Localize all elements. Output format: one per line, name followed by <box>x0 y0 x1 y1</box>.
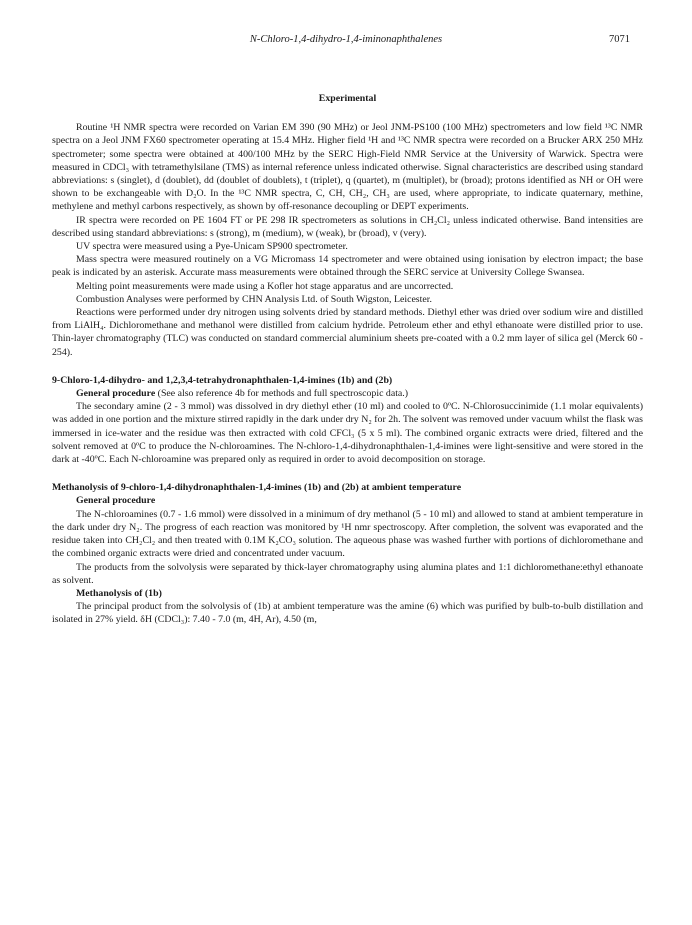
methanolysis-procedure-paragraph: The N-chloroamines (0.7 - 1.6 mmol) were dissolved in a minimum of dry methanol (5 - 10 ml) and allowed to stand at ambient temperature in the dark under dry N₂. The progress of each reaction was monitored by ¹H nmr spectroscopy. After completion, the solvent was evaporated and the residue taken into CH₂Cl₂ and then treated with 0.1M K₂CO₃ solution. The aqueous phase was washed further with portions of dichloromethane and the combined organic extracts were dried and concentrated under vacuum. <box>52 508 643 560</box>
general-procedure-note: (See also reference 4b for methods and full spectroscopic data.) <box>155 388 409 400</box>
methanolysis-1b-label: Methanolysis of (1b) <box>76 587 162 599</box>
combustion-analysis-paragraph: Combustion Analyses were performed by CHN Analysis Ltd. of South Wigston, Leicester. <box>76 293 432 305</box>
chloro-general-procedure-line <box>52 387 643 400</box>
separation-paragraph: The products from the solvolysis were separated by thick-layer chromatography using alumina plates and 1:1 dichloromethane:ethyl ethanoate as solvent. <box>52 561 643 586</box>
methanolysis-1b-paragraph: The principal product from the solvolysis of (1b) at ambient temperature was the amine (6) which was purified by bulb-to-bulb distillation and isolated in 27% yield. δH (CDCl₃): 7.40 - 7.0 (m, 4H, Ar), 4.50 (m, <box>52 601 643 626</box>
melting-point-paragraph: Melting point measurements were made using a Kofler hot stage apparatus and are uncorrected. <box>76 280 454 292</box>
ir-paragraph: IR spectra were recorded on PE 1604 FT or PE 298 IR spectrometers as solutions in CH₂Cl₂ unless indicated otherwise. Band intensities are described using standard abbreviations: s (strong), m (medium), w (weak), br (broad), v (very). <box>52 214 643 239</box>
methanolysis-general-procedure-label: General procedure <box>76 495 156 507</box>
nmr-paragraph: Routine ¹H NMR spectra were recorded on Varian EM 390 (90 MHz) or Jeol JNM-PS100 (100 MHz) spectrometers and low field ¹³C NMR spectra on a Jeol JNM FX60 spectrometer operating at 15.4 MHz. Higher field ¹H and ¹³C NMR spectra were recorded on a Brucker ARX 250 MHz spectrometer; some spectra were obtained at 400/100 MHz by the SERC High-Field NMR Service at the University of Warwick. Spectra were measured in CDCl₃ with tetramethylsilane (TMS) as internal reference unless indicated otherwise. Signal characteristics are described using standard abbreviations: s (singlet), d (doublet), dd (doublet of doublets), t (triplet), q (quartet), m (multiplet), br (broad); protons identified as NH or OH were shown to be exchangeable with D₂O. In the ¹³C NMR spectra, C, CH, CH₂, CH₃ are used, where appropriate, to indicate quaternary, methine, methylene and methyl carbons respectively, as shown by off-resonance decoupling or DEPT experiments. <box>52 122 643 213</box>
article-body <box>52 92 643 627</box>
experimental-heading: Experimental <box>318 93 377 104</box>
uv-paragraph: UV spectra were measured using a Pye-Unicam SP900 spectrometer. <box>76 241 348 253</box>
page-number: 7071 <box>609 34 630 45</box>
chloro-procedure-paragraph: The secondary amine (2 - 3 mmol) was dissolved in dry diethyl ether (10 ml) and cooled to 0ºC. N-Chlorosuccinimide (1.1 molar equivalents) was added in one portion and the mixture stirred rapidly in the dark under dry N₂ for 2h. The solvent was removed under vacuum whilst the flask was immersed in ice-water and the residue was then extracted with cold CFCl₃ (5 x 5 ml). The combined organic extracts were dried, filtered and the solvent removed at 0ºC to produce the N-chloroamines. The N-chloro-1,4-dihydronaphthalen-1,4-imines were light-sensitive and were stored in the dark at -40ºC. Each N-chloroamine was prepared only as required in order to avoid decomposition on storage. <box>52 401 643 466</box>
general-procedure-label: General procedure <box>76 388 156 400</box>
methanolysis-section-title: Methanolysis of 9-chloro-1,4-dihydronaphthalen-1,4-imines (1b) and (2b) at ambient temperature <box>52 482 462 494</box>
reactions-paragraph: Reactions were performed under dry nitrogen using solvents dried by standard methods. Diethyl ether was dried over sodium wire and distilled from LiAlH₄. Dichloromethane and methanol were distilled from calcium hydride. Petroleum ether and ethyl ethanoate were distilled prior to use. Thin-layer chromatography (TLC) was conducted on standard commercial aluminium sheets pre-coated with a 0.2 mm layer of silica gel (Merck 60 - 254). <box>52 307 643 358</box>
chloro-section-title: 9-Chloro-1,4-dihydro- and 1,2,3,4-tetrahydronaphthalen-1,4-imines (1b) and (2b) <box>52 374 393 386</box>
mass-spec-paragraph: Mass spectra were measured routinely on a VG Micromass 14 spectrometer and were obtained using ionisation by electron impact; the base peak is indicated by an asterisk. Accurate mass measurements were obtained through the SERC service at University College Swansea. <box>52 254 643 279</box>
running-title: N-Chloro-1,4-dihydro-1,4-iminonaphthalenes <box>249 34 443 45</box>
